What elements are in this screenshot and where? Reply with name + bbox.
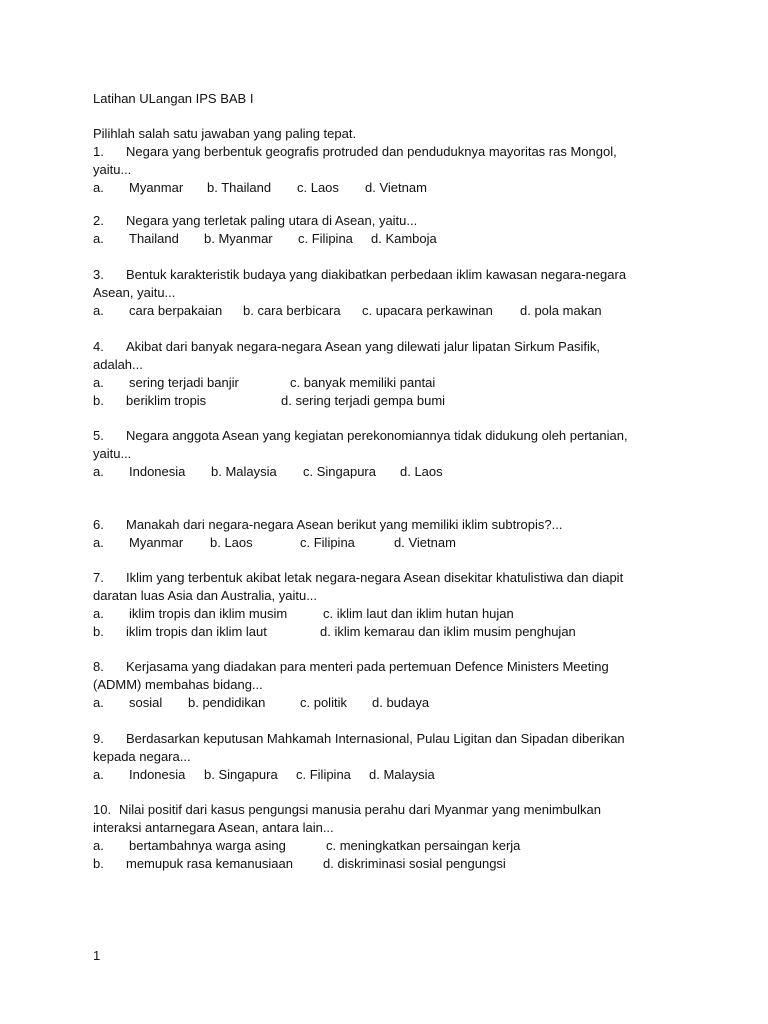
option-b-letter: b. [93,393,104,408]
option-c: c. politik [300,695,347,710]
question-number: 10. [93,802,112,817]
option-b: memupuk rasa kemanusiaan [126,856,293,871]
option-a: sosial [129,695,163,710]
option-c: c. Laos [297,180,339,195]
answer-options [93,463,683,481]
option-c: c. Singapura [303,464,376,479]
answer-options [93,374,683,392]
question-text-continued: Asean, yaitu... [93,285,176,300]
option-a-letter: a. [93,838,104,853]
option-a-letter: a. [93,303,104,318]
option-b: beriklim tropis [126,393,207,408]
question-text: Kerjasama yang diadakan para menteri pada pertemuan Defence Ministers Meeting [126,659,609,674]
option-d: d. Vietnam [394,535,456,550]
option-a: iklim tropis dan iklim musim [129,606,288,621]
option-a: Myanmar [129,180,184,195]
question-text-continued: interaksi antarnegara Asean, antara lain... [93,820,334,835]
question-2 [93,212,683,248]
option-d: d. pola makan [520,303,602,318]
question-6 [93,516,683,552]
option-d: d. budaya [372,695,430,710]
question-text: Negara yang terletak paling utara di Asean, yaitu... [126,213,418,228]
question-9 [93,730,683,784]
option-a: Indonesia [129,464,186,479]
question-4 [93,338,683,410]
option-b: b. pendidikan [188,695,266,710]
question-number: 9. [93,731,104,746]
question-text-continued: yaitu... [93,446,132,461]
option-b: b. Laos [210,535,253,550]
question-text-continued: kepada negara... [93,749,191,764]
option-d: d. diskriminasi sosial pengungsi [323,856,506,871]
option-c: c. iklim laut dan iklim hutan hujan [323,606,514,621]
option-c: c. Filipina [298,231,353,246]
question-number: 1. [93,144,104,159]
option-a-letter: a. [93,231,104,246]
answer-options [93,623,683,641]
question-10 [93,801,683,873]
question-text-continued: (ADMM) membahas bidang... [93,677,263,692]
option-a-letter: a. [93,535,104,550]
document-title: Latihan ULangan IPS BAB I [93,91,254,106]
option-b-letter: b. [93,856,104,871]
question-text: Negara yang berbentuk geografis protruded dan penduduknya mayoritas ras Mongol, [126,144,617,159]
option-b-letter: b. [93,624,104,639]
option-d: d. Vietnam [365,180,427,195]
question-text: Negara anggota Asean yang kegiatan perekonomiannya tidak didukung oleh pertanian, [126,428,628,443]
option-a-letter: a. [93,375,104,390]
instruction-text: Pilihlah salah satu jawaban yang paling tepat. [93,126,357,141]
question-1 [93,143,683,197]
option-a-letter: a. [93,695,104,710]
option-d: d. Malaysia [369,767,435,782]
question-8 [93,658,683,712]
option-a: Indonesia [129,767,186,782]
question-3 [93,266,683,320]
question-text-continued: yaitu... [93,162,132,177]
question-number: 8. [93,659,104,674]
answer-options [93,230,683,248]
question-text: Manakah dari negara-negara Asean berikut yang memiliki iklim subtropis?... [126,517,563,532]
option-b: iklim tropis dan iklim laut [126,624,267,639]
option-c: c. meningkatkan persaingan kerja [326,838,521,853]
option-d: d. Kamboja [371,231,437,246]
option-c: c. banyak memiliki pantai [290,375,436,390]
question-text: Berdasarkan keputusan Mahkamah Internasional, Pulau Ligitan dan Sipadan diberikan [126,731,625,746]
question-text-continued: adalah... [93,357,143,372]
question-number: 7. [93,570,104,585]
option-d: d. Laos [400,464,443,479]
answer-options [93,392,683,410]
question-5 [93,427,683,481]
question-text-continued: daratan luas Asia dan Australia, yaitu... [93,588,318,603]
question-text: Bentuk karakteristik budaya yang diakibatkan perbedaan iklim kawasan negara-negara [126,267,627,282]
option-a: Thailand [129,231,179,246]
option-a-letter: a. [93,767,104,782]
question-7 [93,569,683,641]
answer-options [93,766,683,784]
option-c: c. upacara perkawinan [362,303,493,318]
answer-options [93,605,683,623]
question-text: Iklim yang terbentuk akibat letak negara-negara Asean disekitar khatulistiwa dan diapit [126,570,624,585]
option-a: sering terjadi banjir [129,375,239,390]
option-b: b. Malaysia [211,464,277,479]
option-d: d. sering terjadi gempa bumi [281,393,446,408]
answer-options [93,837,683,855]
answer-options [93,302,683,320]
answer-options [93,694,683,712]
answer-options [93,855,683,873]
option-b: b. cara berbicara [243,303,341,318]
question-number: 6. [93,517,104,532]
answer-options [93,179,683,197]
option-a-letter: a. [93,606,104,621]
option-a: bertambahnya warga asing [129,838,286,853]
question-number: 2. [93,213,104,228]
page-number: 1 [93,948,101,963]
option-a: cara berpakaian [129,303,223,318]
answer-options [93,534,683,552]
option-b: b. Myanmar [204,231,273,246]
question-number: 4. [93,339,104,354]
option-a-letter: a. [93,180,104,195]
option-a: Myanmar [129,535,184,550]
option-a-letter: a. [93,464,104,479]
option-c: c. Filipina [296,767,351,782]
option-c: c. Filipina [300,535,355,550]
question-number: 3. [93,267,104,282]
question-text: Akibat dari banyak negara-negara Asean yang dilewati jalur lipatan Sirkum Pasifik, [126,339,601,354]
option-b: b. Singapura [204,767,278,782]
option-b: b. Thailand [207,180,272,195]
question-text: Nilai positif dari kasus pengungsi manusia perahu dari Myanmar yang menimbulkan [119,802,601,817]
question-number: 5. [93,428,104,443]
option-d: d. iklim kemarau dan iklim musim penghujan [320,624,576,639]
